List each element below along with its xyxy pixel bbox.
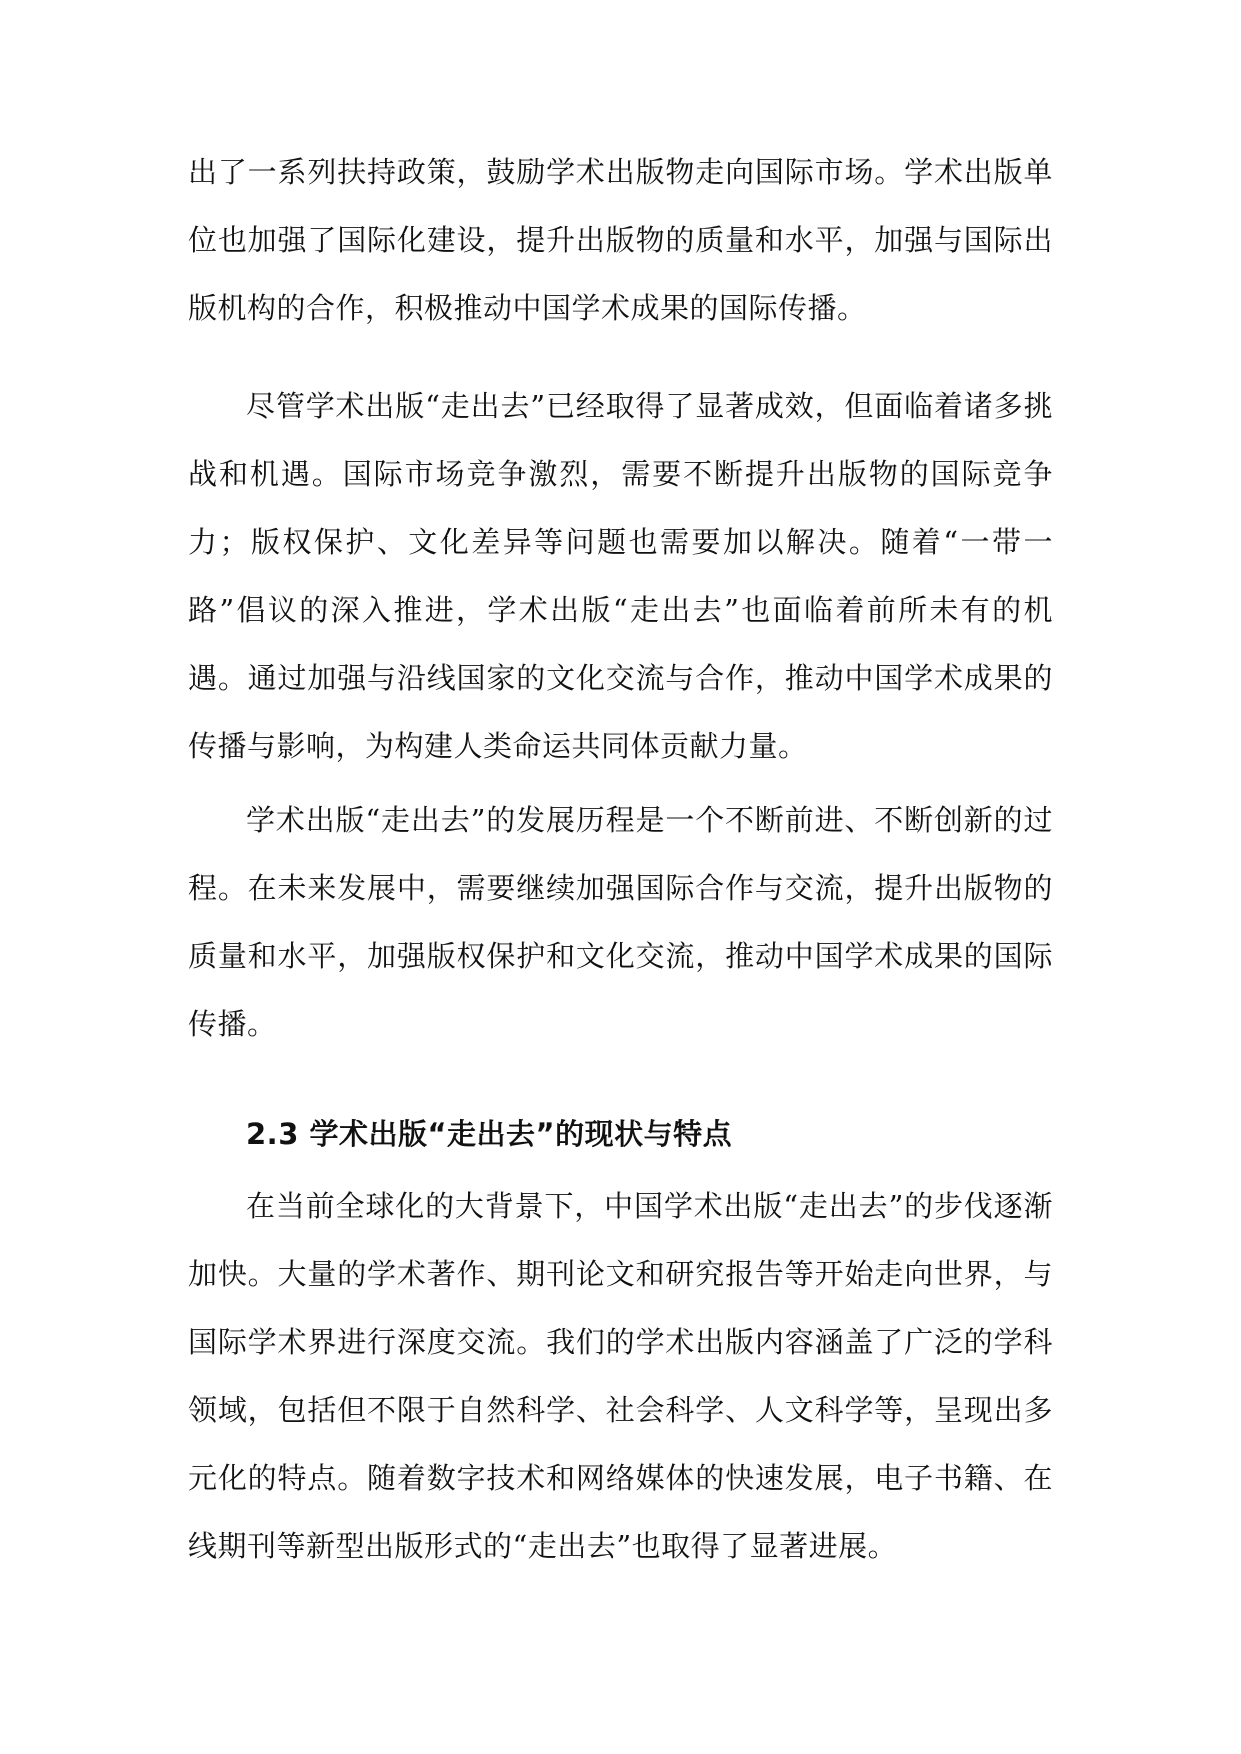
paragraph-block [188,786,1053,1058]
section-heading: 2.3 学术出版“走出去”的现状与特点 [246,1117,733,1151]
paragraph-block [188,1172,1053,1580]
paragraph-block [188,138,1053,342]
paragraph-history: 学术出版“走出去”的发展历程是一个不断前进、不断创新的过程。在未来发展中，需要继续加强国际合作与交流，提升出版物的质量和水平，加强版权保护和文化交流，推动中国学术成果的国际传播。 [188,803,1053,1041]
paragraph-block [188,372,1053,780]
paragraph-challenges: 尽管学术出版“走出去”已经取得了显著成效，但面临着诸多挑战和机遇。国际市场竞争激烈，需要不断提升出版物的国际竞争力；版权保护、文化差异等问题也需要加以解决。随着“一带一路”倡议的深入推进，学术出版“走出去”也面临着前所未有的机遇。通过加强与沿线国家的文化交流与合作，推动中国学术成果的传播与影响，为构建人类命运共同体贡献力量。 [188,389,1053,763]
paragraph-continuation: 出了一系列扶持政策，鼓励学术出版物走向国际市场。学术出版单位也加强了国际化建设，提升出版物的质量和水平，加强与国际出版机构的合作，积极推动中国学术成果的国际传播。 [188,155,1053,325]
paragraph-current-status: 在当前全球化的大背景下，中国学术出版“走出去”的步伐逐渐加快。大量的学术著作、期刊论文和研究报告等开始走向世界，与国际学术界进行深度交流。我们的学术出版内容涵盖了广泛的学科领域，包括但不限于自然科学、社会科学、人文科学等，呈现出多元化的特点。随着数字技术和网络媒体的快速发展，电子书籍、在线期刊等新型出版形式的“走出去”也取得了显著进展。 [188,1189,1053,1563]
